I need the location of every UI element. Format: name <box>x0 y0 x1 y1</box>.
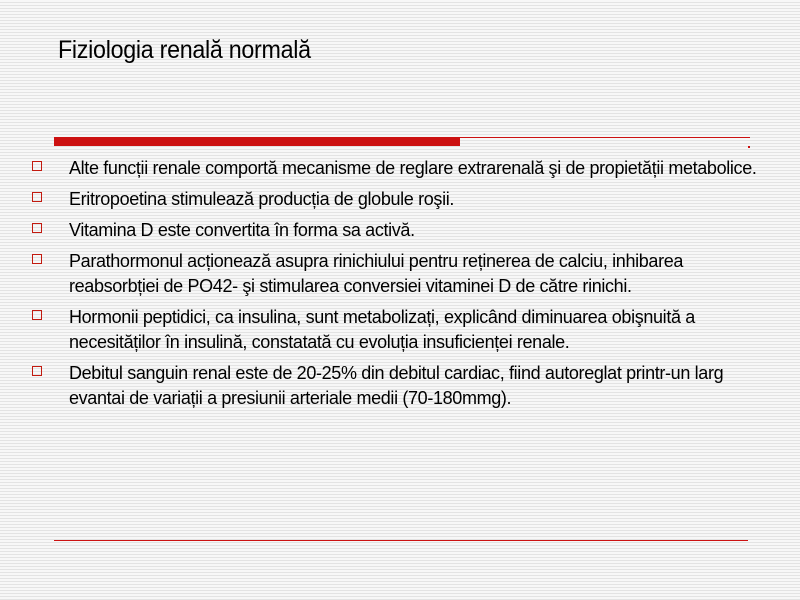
title-divider-thin <box>460 137 750 138</box>
hollow-square-icon <box>32 223 42 233</box>
bullet-text: Parathormonul acționează asupra rinichiului pentru reținerea de calciu, inhibarea reabsorbției de PO42- şi stimularea conversiei vitaminei D de către rinichi. <box>69 251 684 296</box>
slide-title: Fiziologia renală normală <box>58 36 311 64</box>
hollow-square-icon <box>32 192 42 202</box>
bullet-item <box>30 361 775 411</box>
bullet-item <box>30 218 775 243</box>
bullet-item <box>30 187 775 212</box>
bullet-item <box>30 305 775 355</box>
bullet-text: Debitul sanguin renal este de 20-25% din debitul cardiac, fiind autoreglat printr-un larg evantai de variații a presiunii arteriale medii (70-180mmg). <box>69 363 724 408</box>
title-divider <box>54 137 750 146</box>
title-divider-thick <box>54 137 460 146</box>
bullet-text: Eritropoetina stimulează producția de globule roşii. <box>69 189 455 209</box>
bullet-text: Vitamina D este convertita în forma sa activă. <box>69 220 415 240</box>
bullet-text: Hormonii peptidici, ca insulina, sunt metabolizați, explicând diminuarea obişnuită a necesităților în insulină, constatată cu evoluția insuficienței renale. <box>69 307 695 352</box>
title-divider-dot <box>748 146 750 148</box>
hollow-square-icon <box>32 254 42 264</box>
bullet-list <box>30 156 775 417</box>
hollow-square-icon <box>32 161 42 171</box>
hollow-square-icon <box>32 366 42 376</box>
bullet-item <box>30 156 775 181</box>
bullet-item <box>30 249 775 299</box>
bullet-text: Alte funcții renale comportă mecanisme de reglare extrarenală şi de propietății metabolice. <box>69 158 757 178</box>
footer-divider <box>54 540 748 541</box>
hollow-square-icon <box>32 310 42 320</box>
